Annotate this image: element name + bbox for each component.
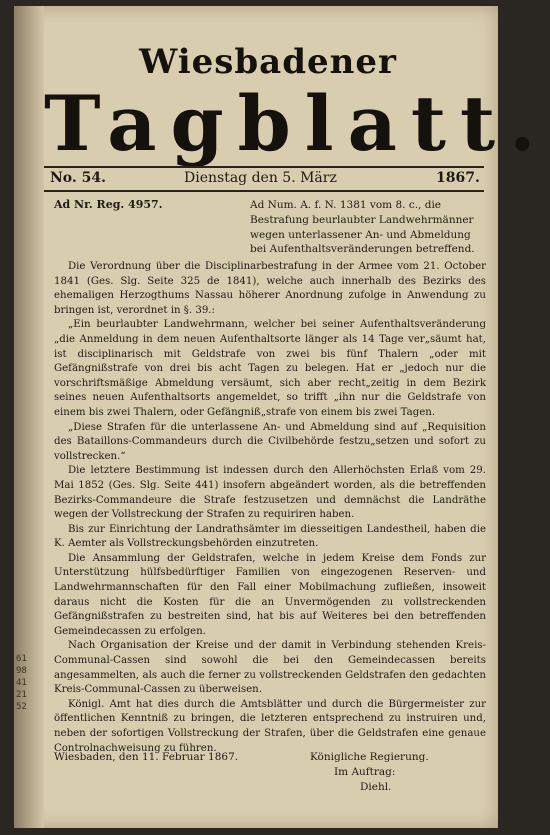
gutter-mark: 61	[16, 654, 27, 664]
divider-top	[44, 166, 484, 168]
divider-bottom	[44, 190, 484, 192]
gutter-mark: 52	[16, 702, 27, 712]
on-behalf-label: Im Auftrag:	[334, 766, 396, 778]
body-paragraph: Nach Organisation der Kreise und der damit in Verbindung stehenden Kreis-Communal-Cassen sind sowohl die bei den Gemeindecassen bereits angesammelten, als auch die ferner zu vollstreckenden Geldstrafen den gedachten Kreis-Communal-Cassen zu überweisen.	[54, 640, 486, 696]
notice-right-reference: Ad Num. A. f. N. 1381 vom 8. c., die Bestrafung beurlaubter Landwehrmänner wegen unterlassener An- und Abmeldung bei Aufenthaltsveränderungen betreffend.	[250, 199, 475, 256]
body-paragraph: „Diese Strafen für die unterlassene An- und Abmeldung sind auf „Requisition des Bataillons-Commandeurs durch die Civilbehörde festzu„setzen und sofort zu vollstrecken.“	[54, 421, 486, 462]
notice-body	[54, 260, 486, 756]
gutter-mark: 21	[16, 690, 27, 700]
body-paragraph: „Ein beurlaubter Landwehrmann, welcher bei seiner Aufenthaltsveränderung „die Anmeldung in dem neuen Aufenthaltsorte länger als 14 Tage ver„säumt hat, ist disciplinarisch mit Geldstrafe von zwei bis fünf Thalern „oder mit Gefängnißstrafe von drei bis acht Tagen zu belegen. Hat er „jedoch nur die vorschriftsmäßige Abmeldung versäumt, sich aber recht„zeitig in dem Bezirk seines neuen Aufenthaltsorts angemeldet, so trifft „ihn nur die Geldstrafe von einem bis zwei Thalern, oder Gefängniß„strafe von einem bis zwei Tagen.	[54, 319, 486, 418]
body-paragraph: Bis zur Einrichtung der Landrathsämter im diesseitigen Landestheil, haben die K. Aemter als Vollstreckungsbehörden einzutreten.	[54, 523, 486, 550]
issue-date: Dienstag den 5. März	[184, 170, 337, 186]
page-content	[44, 6, 550, 828]
body-paragraph: Königl. Amt hat dies durch die Amtsblätter und durch die Bürgermeister zur öffentlichen Kenntniß zu bringen, die letzteren entsprechend zu instruiren und, neben der sofortigen Vollstreckung der Strafen, über die Geldstrafen eine genaue Controlnachweisung zu führen.	[54, 698, 486, 754]
signing-authority	[310, 750, 429, 795]
gutter-mark: 41	[16, 678, 27, 688]
issue-year: 1867.	[436, 170, 480, 186]
body-paragraph: Die Verordnung über die Disciplinarbestrafung in der Armee vom 21. October 1841 (Ges. Slg. Seite 325 de 1841), welche auch innerhalb des Bezirks des ehemaligen Herzogthums Nassau höherer Anordnung zufolge in Anwendung zu bringen ist, verordnet in §. 39.:	[54, 261, 486, 316]
binding-gutter	[14, 6, 44, 828]
newspaper-page	[14, 6, 550, 828]
body-paragraph: Die Ansammlung der Geldstrafen, welche in jedem Kreise dem Fonds zur Unterstützung hülfsbedürftiger Familien von eingezogenen Reserven- und Landwehrmannschaften für den Fall einer Mobilmachung zufließen, insoweit daraus nicht die Kosten für die an Unvermögenden zu vollstreckenden Gefängnißstrafen zu bestreiten sind, hat bis auf Weiteres bei den betreffenden Gemeindecassen zu erfolgen.	[54, 552, 486, 637]
masthead-subtitle: Wiesbadener	[139, 42, 397, 82]
issue-number: No. 54.	[50, 170, 106, 186]
body-paragraph: Die letztere Bestimmung ist indessen durch den Allerhöchsten Erlaß vom 29. Mai 1852 (Ges. Slg. Seite 441) insofern abgeändert worden, als die betreffenden Bezirks-Commandeure die Strafe festzusetzen und demnächst die Landräthe wegen der Vollstreckung der Strafen zu requiriren haben.	[54, 465, 486, 521]
dateline	[44, 170, 484, 190]
notice-left-reference: Ad Nr. Reg. 4957.	[54, 198, 163, 211]
gutter-mark: 98	[16, 666, 27, 676]
signatory-name: Diehl.	[360, 781, 392, 793]
masthead-title: Tagblatt.	[44, 79, 550, 168]
authority-name: Königliche Regierung.	[310, 751, 429, 763]
place-and-date: Wiesbaden, den 11. Februar 1867.	[54, 751, 239, 763]
